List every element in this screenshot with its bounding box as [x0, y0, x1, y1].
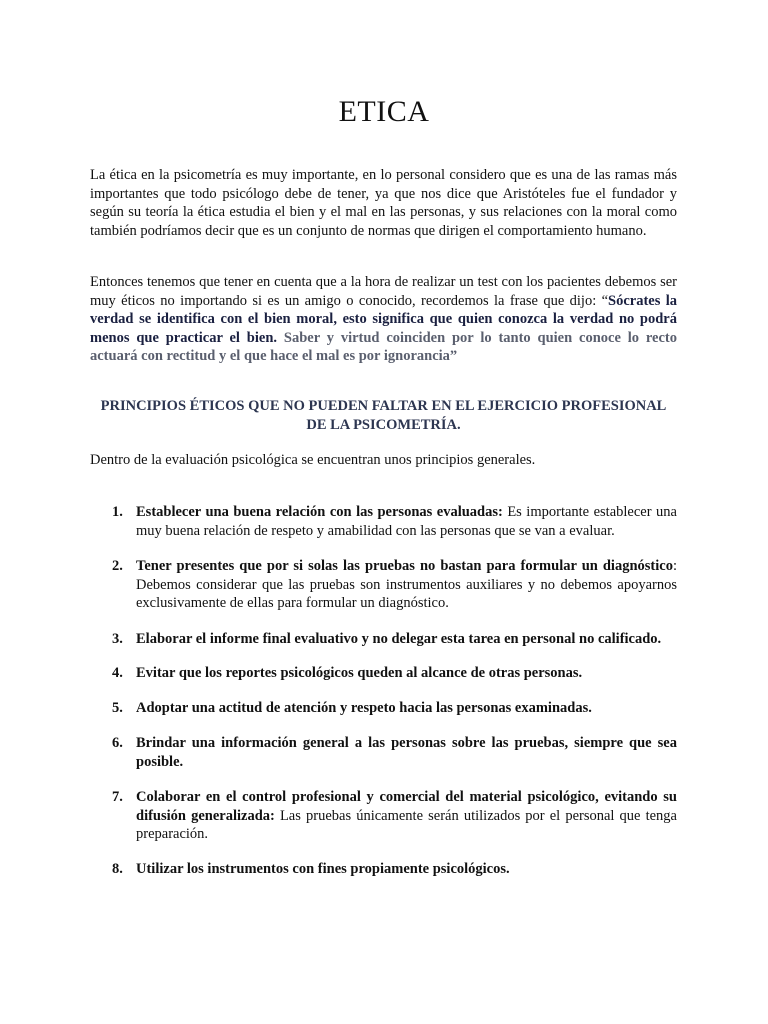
list-number: 1. — [112, 504, 123, 520]
list-item-heading: Establecer una buena relación con las personas evaluadas: — [136, 504, 503, 520]
list-item-heading: Colaborar en el control profesional y comercial del material psicológico, evitando su difusión generalizada: — [136, 789, 677, 824]
principles-list — [90, 503, 677, 878]
list-number: 4. — [112, 665, 123, 681]
quote-strong-text: Sócrates la verdad se identifica con el bien moral, esto significa que quien conozca la verdad no podrá menos que practicar el bien. — [90, 292, 677, 346]
list-item — [90, 734, 677, 771]
list-number: 5. — [112, 699, 123, 716]
list-item-heading: Utilizar los instrumentos con fines propiamente psicológicos. — [136, 860, 510, 877]
list-item-text: Las pruebas únicamente serán utilizados por el personal que tenga preparación. — [136, 807, 677, 842]
list-item-heading: Evitar que los reportes psicológicos queden al alcance de otras personas. — [136, 665, 583, 681]
paragraph-quote — [90, 273, 677, 366]
paragraph-lead-text: Entonces tenemos que tener en cuenta que a la hora de realizar un test con los pacientes debemos ser muy éticos no importando si es un amigo o conocido, recordemos la frase que dijo: “ — [90, 274, 677, 309]
list-number: 8. — [112, 860, 123, 877]
list-item-heading: Adoptar una actitud de atención y respeto hacia las personas examinadas. — [136, 699, 592, 716]
list-number: 6. — [112, 735, 123, 751]
paragraph-intro: La ética en la psicometría es muy importante, en lo personal considero que es una de las ramas más importantes que todo psicólogo debe de tener, ya que nos dice que Aristóteles fue el fundador y según su teoría la ética estudia el bien y el mal en las personas, y sus relaciones con la moral como también podríamos decir que es un conjunto de normas que dirigen el comportamiento humano. — [90, 167, 677, 239]
list-item-text: Es importante establecer una muy buena relación de respeto y amabilidad con las personas que se van a evaluar. — [136, 504, 677, 539]
list-item-heading: Elaborar el informe final evaluativo y no delegar esta tarea en personal no calificado. — [136, 630, 662, 647]
quote-soft-text: Saber y virtud coinciden por lo tanto quien conoce lo recto actuará con rectitud y el que hace el mal es por ignorancia” — [90, 329, 678, 364]
list-item — [90, 699, 677, 718]
list-number: 3. — [112, 630, 123, 647]
list-item — [90, 503, 677, 540]
section-intro: Dentro de la evaluación psicológica se encuentran unos principios generales. — [90, 452, 536, 468]
document-title: ETICA — [338, 95, 430, 128]
list-item — [90, 788, 677, 844]
list-item — [90, 630, 677, 649]
section-title: PRINCIPIOS ÉTICOS QUE NO PUEDEN FALTAR EN EL EJERCICIO PROFESIONAL DE LA PSICOMETRÍA. — [100, 398, 667, 433]
list-item-heading: Tener presentes que por si solas las pruebas no bastan para formular un diagnóstico — [136, 558, 673, 574]
list-number: 2. — [112, 558, 123, 574]
list-number: 7. — [112, 789, 123, 805]
list-item — [90, 557, 677, 613]
list-item — [90, 664, 677, 683]
list-item-text: : Debemos considerar que las pruebas son instrumentos auxiliares y no debemos apoyarnos exclusivamente de ellas para formular un diagnóstico. — [136, 558, 677, 611]
list-item-heading: Brindar una información general a las personas sobre las pruebas, siempre que sea posible. — [136, 735, 677, 770]
list-item — [90, 860, 677, 879]
